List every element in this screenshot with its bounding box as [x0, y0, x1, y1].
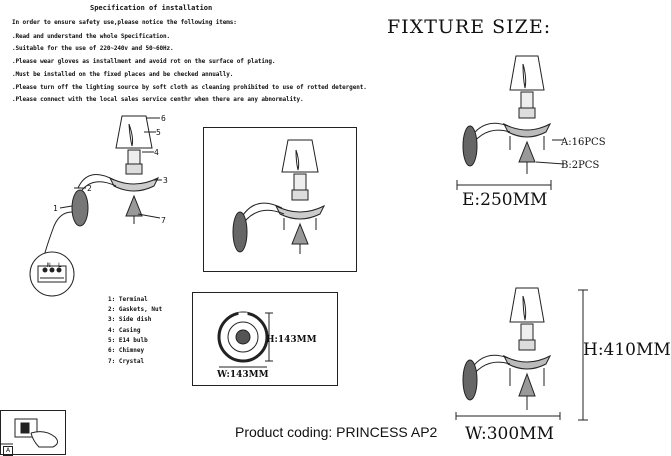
product-drawing-frame — [203, 127, 357, 272]
callout-2: 2 — [87, 184, 92, 193]
product-drawing — [204, 128, 358, 273]
legend-item: 4: Casing — [108, 327, 141, 334]
terminal-letter-l: L — [58, 262, 62, 269]
specification-title: Specification of installation — [90, 4, 213, 12]
spec-line: In order to ensure safety use,please notice the following items: — [12, 19, 237, 26]
height-label: H:410MM — [583, 340, 671, 360]
warning-mark: A — [3, 446, 13, 456]
fixture-size-title: FIXTURE SIZE: — [387, 16, 552, 38]
spec-line: .Suitable for the use of 220~240v and 50~60Hz. — [12, 45, 174, 52]
terminal-letter-n: N — [47, 262, 51, 269]
depth-dimension-line — [455, 180, 555, 190]
callout-3: 3 — [163, 176, 168, 185]
spec-line: .Must be installed on the fixed places and be checked annually. — [12, 71, 234, 78]
product-code: Product coding: PRINCESS AP2 — [235, 424, 438, 440]
legend-item: 6: Chimney — [108, 347, 145, 354]
fixture-front-view — [452, 282, 582, 422]
callout-5: 5 — [156, 128, 161, 137]
legend-item: 2: Gaskets, Nut — [108, 306, 163, 313]
callout-4: 4 — [154, 148, 159, 157]
crystal-a-count: A:16PCS — [561, 137, 606, 148]
callout-6: 6 — [161, 114, 166, 123]
legend-item: 7: Crystal — [108, 358, 145, 365]
spec-line: .Please connect with the local sales service centhr when there are any abnormality. — [12, 96, 304, 103]
depth-label: E:250MM — [462, 190, 548, 210]
legend-item: 5: E14 bulb — [108, 337, 148, 344]
warning-pictogram — [0, 410, 66, 455]
base-width-label: W:143MM — [217, 370, 269, 380]
legend-item: 3: Side dish — [108, 316, 152, 323]
crystal-b-count: B:2PCS — [561, 160, 600, 171]
callout-1: 1 — [53, 204, 58, 213]
spec-line: .Read and understand the whole Specification. — [12, 33, 171, 40]
spec-line: .Please turn off the lighting source by soft cloth as cleaning prohibited to use of rotted detergent. — [12, 84, 367, 91]
callout-7: 7 — [161, 216, 166, 225]
width-label: W:300MM — [465, 424, 554, 444]
base-plate-frame — [192, 292, 338, 386]
legend-item: 1: Terminal — [108, 296, 148, 303]
exploded-view-drawing — [18, 108, 168, 298]
spec-line: .Please wear gloves as installment and avoid rot on the surface of plating. — [12, 58, 276, 65]
base-height-label: H:143MM — [266, 335, 317, 345]
